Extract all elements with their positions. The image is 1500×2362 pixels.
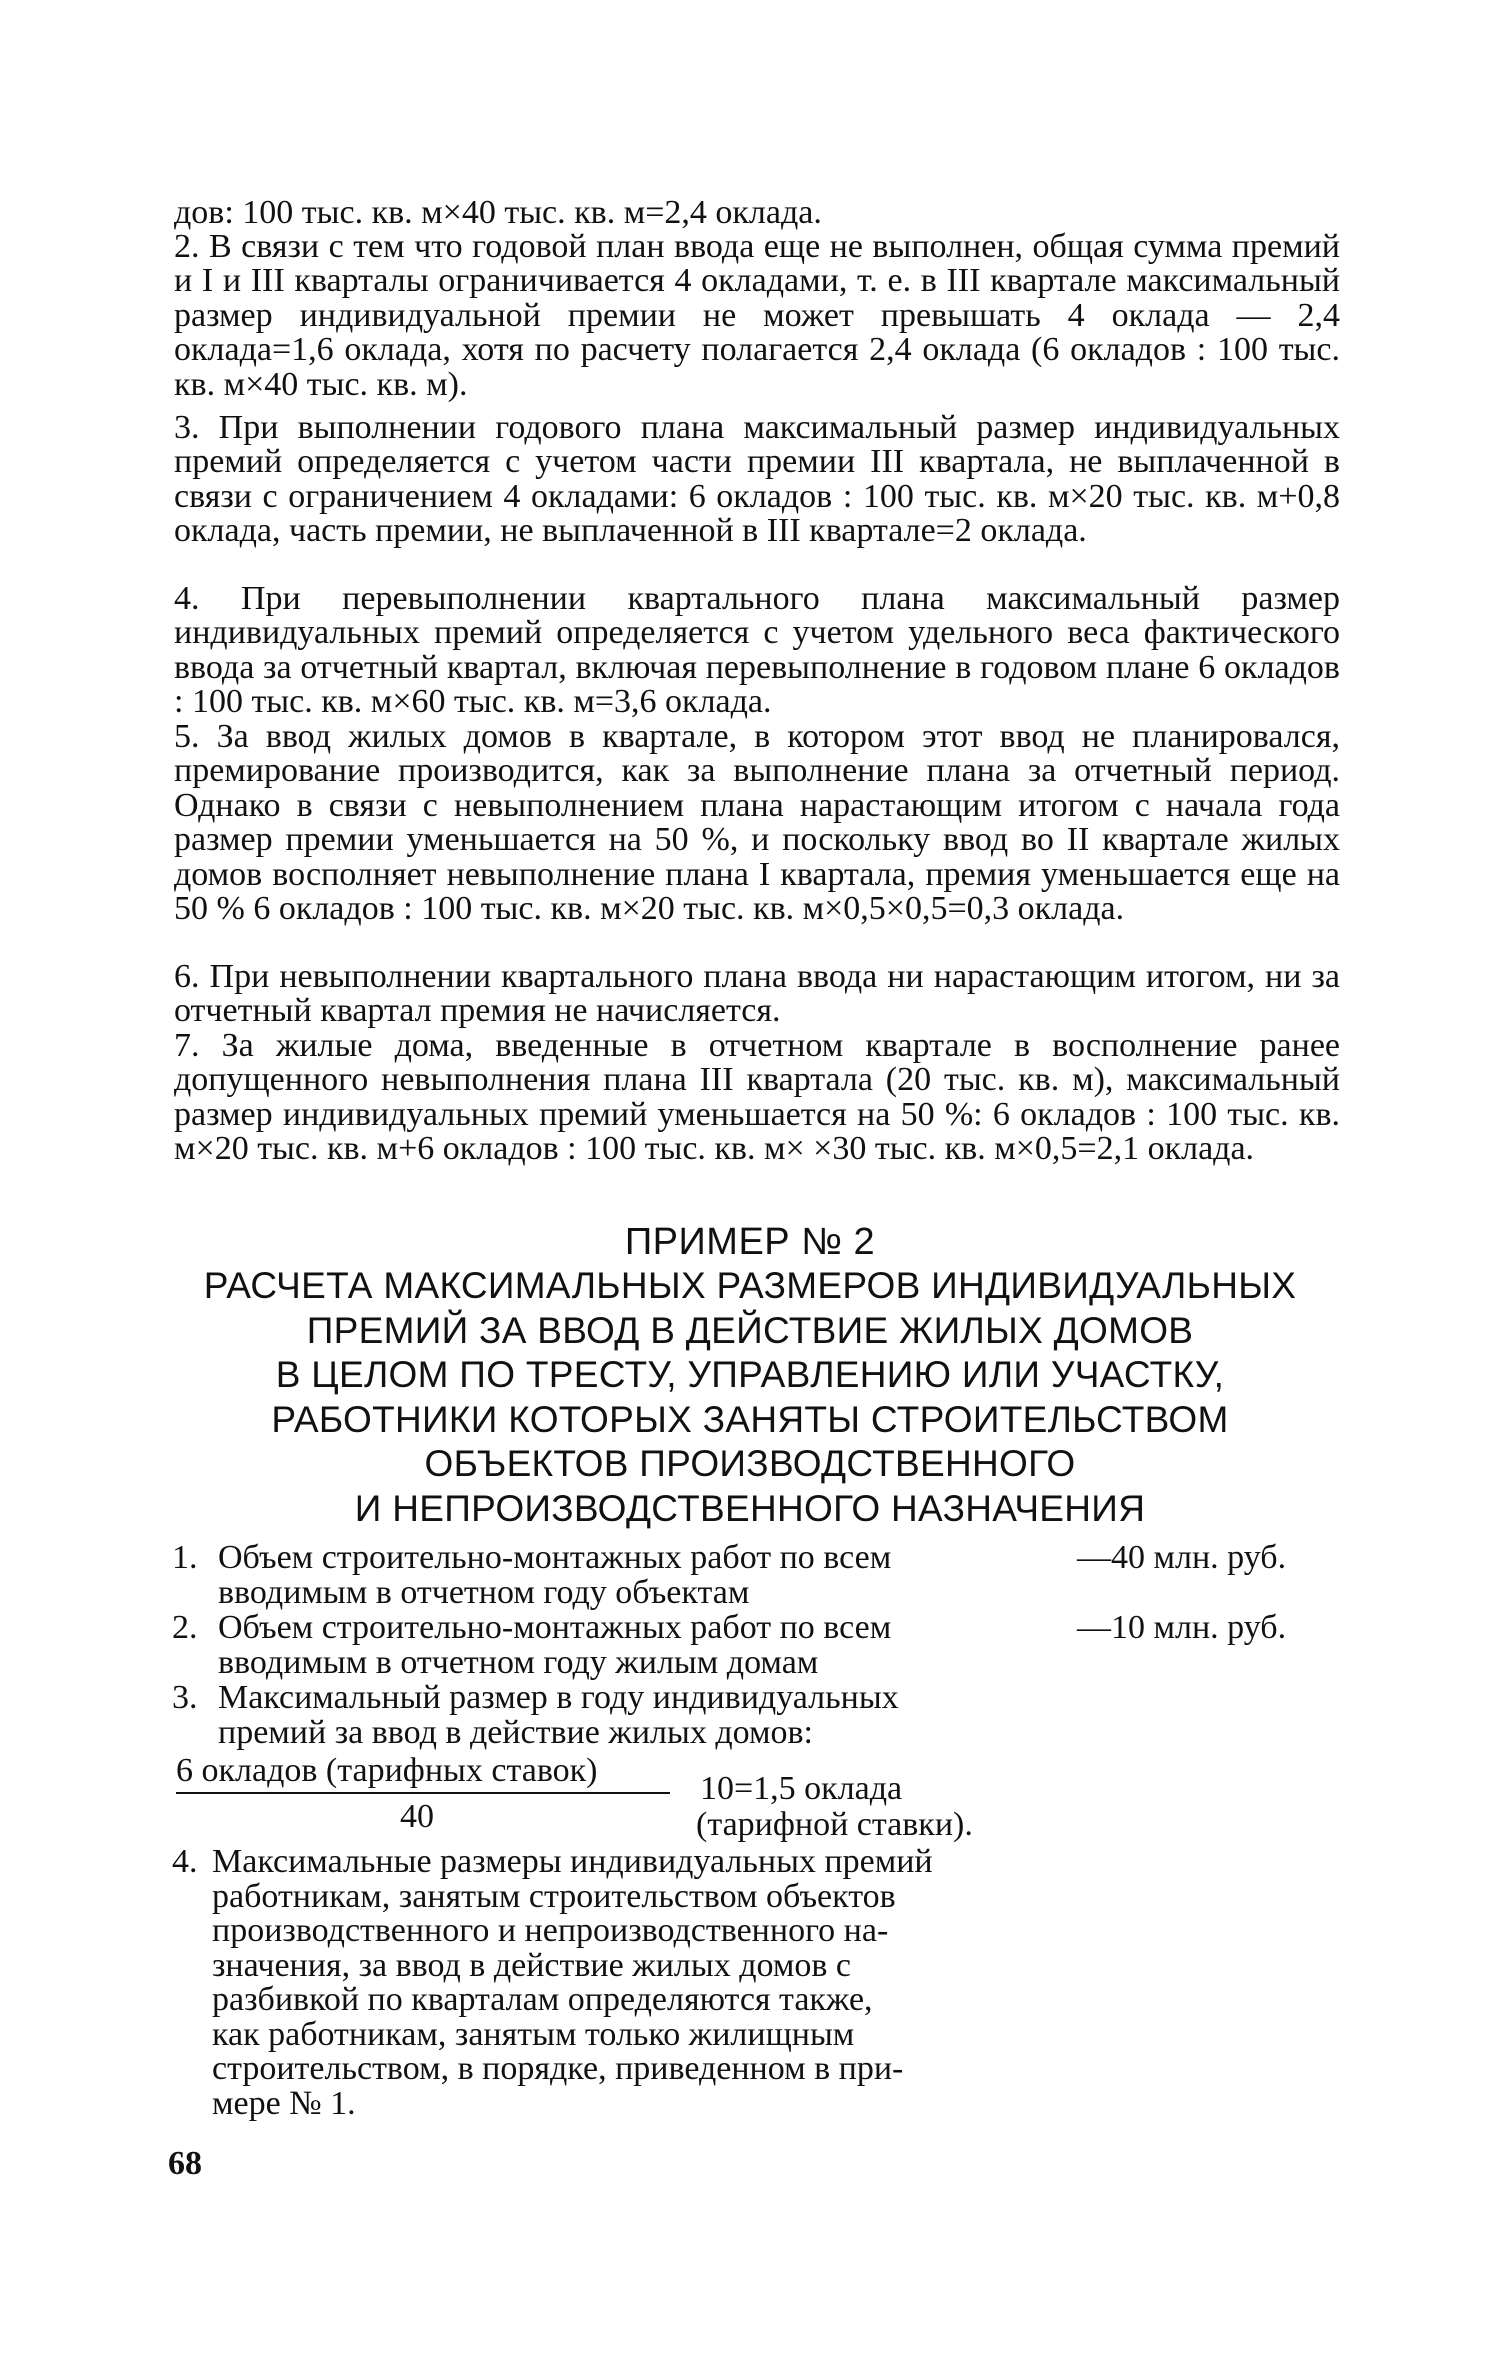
paragraph-item-5: 5. За ввод жилых домов в квартале, в котором этот ввод не планировался, премирование производится, как за выполнение плана за отчетный период. Однако в связи с невыполнением плана нарастающим итогом с начала года размер премии уменьшается на 50 %, и поскольку ввод во II квартале жилых домов восполняет невыполнение плана I квартала, премия уменьшается еще на 50 % 6 окладов : 100 тыс. кв. м×20 тыс. кв. м×0,5×0,5=0,3 оклада. (174, 718, 1340, 928)
item-number: 4. (172, 1843, 198, 1880)
item-text: Максимальные размеры индивидуальных премий работникам, занятым строительством объектов производственного и непроизводственного на- значения, за ввод в действие жилых домов с разбивкой по кварталам определяются также, как работникам, занятым только жилищным строительством, в порядке, приведенном в при- мере № 1. (212, 1843, 933, 2122)
example-2-heading: ПРИМЕР № 2 (624, 1221, 876, 1263)
formula-numerator: 6 окладов (тарифных ставок) (176, 1752, 598, 1789)
formula-result: 10=1,5 оклада (700, 1770, 903, 1807)
paragraph-item-2: 2. В связи с тем что годовой план ввода еще не выполнен, общая сумма премий и I и III кварталы ограничивается 4 окладами, т. е. в III квартале максимальный размер индивидуальной премии не может превышать 4 оклада — 2,4 оклада=1,6 оклада, хотя по расчету полагается 2,4 оклада (6 окладов : 100 тыс. кв. м×40 тыс. кв. м). (174, 228, 1340, 403)
formula-result-note: (тарифной ставки). (696, 1806, 973, 1843)
item-2-value: —10 млн. руб. (1077, 1609, 1287, 1646)
list-item-4 (172, 1845, 1052, 2135)
item-number: 2. (172, 1609, 198, 1646)
item-number: 3. (172, 1679, 198, 1716)
example-2-title: РАСЧЕТА МАКСИМАЛЬНЫХ РАЗМЕРОВ ИНДИВИДУАЛЬНЫХ ПРЕМИЙ ЗА ВВОД В ДЕЙСТВИЕ ЖИЛЫХ ДОМОВ В ЦЕЛОМ ПО ТРЕСТУ, УПРАВЛЕНИЮ ИЛИ УЧАСТКУ, РАБОТНИКИ КОТОРЫХ ЗАНЯТЫ СТРОИТЕЛЬСТВОМ ОБЪЕКТОВ ПРОИЗВОДСТВЕННОГО И НЕПРОИЗВОДСТВЕННОГО НАЗНАЧЕНИЯ (203, 1265, 1297, 1529)
page-number: 68 (168, 2145, 202, 2182)
formula-denominator: 40 (400, 1798, 434, 1835)
paragraph-item-7: 7. За жилые дома, введенные в отчетном квартале в восполнение ранее допущенного невыполнения плана III квартала (20 тыс. кв. м), максимальный размер индивидуальных премий уменьшается на 50 %: 6 окладов : 100 тыс. кв. м×20 тыс. кв. м+6 окладов : 100 тыс. кв. м× ×30 тыс. кв. м×0,5=2,1 оклада. (174, 1027, 1340, 1168)
list-item-1 (172, 1541, 1052, 1611)
paragraph-item-6: 6. При невыполнении квартального плана ввода ни нарастающим итогом, ни за отчетный квартал премия не начисляется. (174, 958, 1340, 1030)
fraction-bar (176, 1792, 670, 1794)
list-item-2 (172, 1611, 1052, 1681)
item-number: 1. (172, 1539, 198, 1576)
example-2-heading-block (140, 1220, 1360, 1532)
item-text: Объем строительно-монтажных работ по всем вводимым в отчетном году жилым домам (218, 1609, 892, 1681)
paragraph-continuation: дов: 100 тыс. кв. м×40 тыс. кв. м=2,4 оклада. (174, 194, 822, 231)
item-text: Объем строительно-монтажных работ по всем вводимым в отчетном году объектам (218, 1539, 892, 1611)
paragraph-item-4: 4. При перевыполнении квартального плана максимальный размер индивидуальных премий определяется с учетом удельного веса фактического ввода за отчетный квартал, включая перевыполнение в годовом плане 6 окладов : 100 тыс. кв. м×60 тыс. кв. м=3,6 оклада. (174, 580, 1340, 721)
paragraph-item-3: 3. При выполнении годового плана максимальный размер индивидуальных премий определяется с учетом части премии III квартала, не выплаченной в связи с ограничением 4 окладами: 6 окладов : 100 тыс. кв. м×20 тыс. кв. м+0,8 оклада, часть премии, не выплаченной в III квартале=2 оклада. (174, 409, 1340, 550)
item-1-value: —40 млн. руб. (1077, 1539, 1287, 1576)
item-text: Максимальный размер в году индивидуальных премий за ввод в действие жилых домов: (218, 1679, 899, 1751)
list-item-3 (172, 1681, 1052, 1751)
